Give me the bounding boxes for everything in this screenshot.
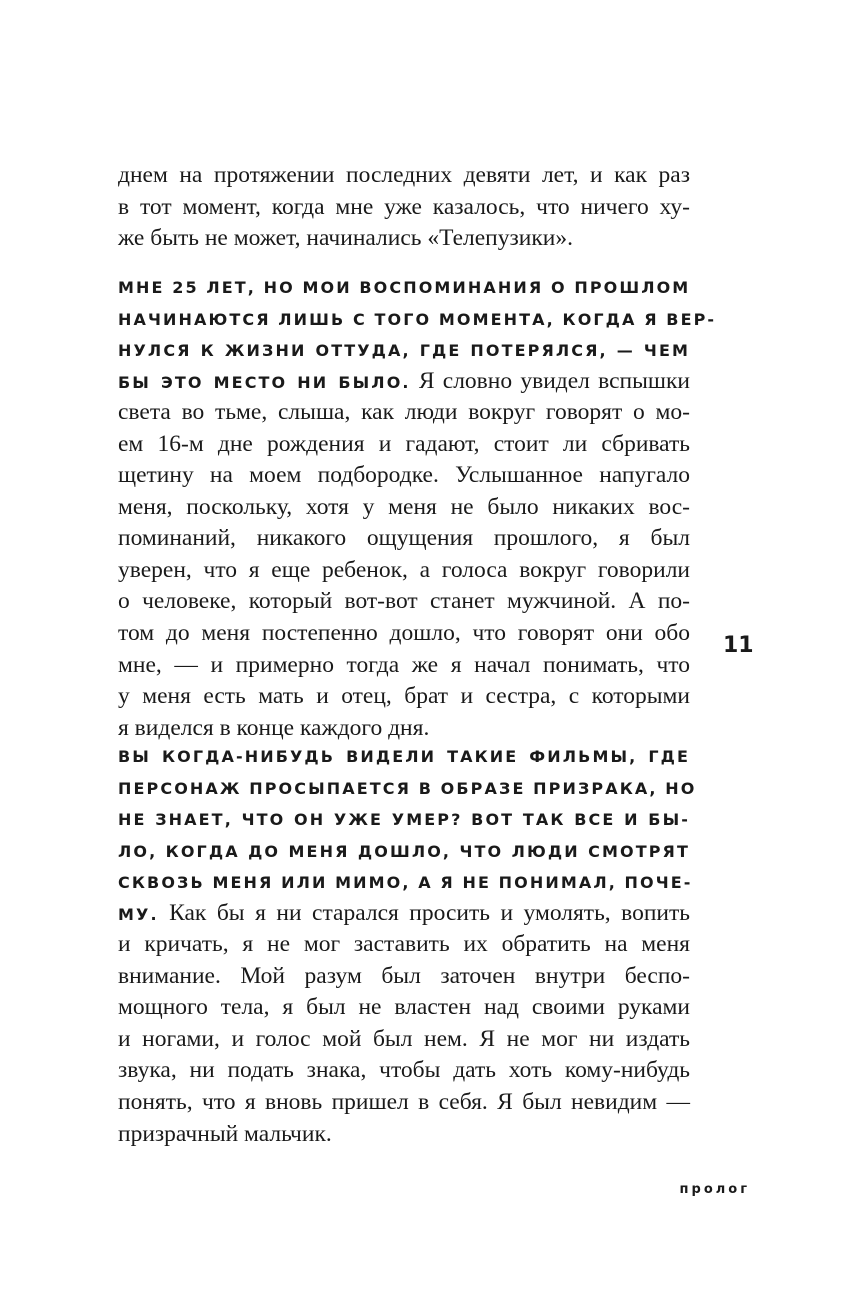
body-text: мощного тела, я был не властен над своими руками <box>118 994 690 1021</box>
lead-in-caps-text: НУЛСЯ К ЖИЗНИ ОТТУДА, ГДЕ ПОТЕРЯЛСЯ, — ЧЕМ <box>118 341 690 361</box>
text-line <box>118 898 690 930</box>
body-text: уверен, что я еще ребенок, а голоса вокруг говорили <box>118 556 690 583</box>
text-line <box>118 523 690 555</box>
text-line <box>118 866 693 898</box>
paragraph-2 <box>118 271 717 744</box>
body-text: понять, что я вновь пришел в себя. Я был невидим — <box>118 1089 690 1116</box>
body-text: том до меня постепенно дошло, что говорят они обо <box>118 620 690 647</box>
lead-in-caps-text: МНЕ 25 ЛЕТ, НО МОИ ВОСПОМИНАНИЯ О ПРОШЛОМ <box>118 278 691 297</box>
lead-in-caps-text: БЫ ЭТО МЕСТО НИ БЫЛО. <box>118 372 411 392</box>
body-text: у меня есть мать и отец, брат и сестра, с которыми <box>118 683 690 710</box>
text-line <box>118 803 690 835</box>
text-line <box>118 650 690 682</box>
body-text: днем на протяжении последних девяти лет, и как раз <box>118 162 690 188</box>
body-text: меня, поскольку, хотя у меня не было никаких вос- <box>118 493 690 520</box>
paragraph-3 <box>118 740 697 1150</box>
lead-in-caps-text: ПЕРСОНАЖ ПРОСЫПАЕТСЯ В ОБРАЗЕ ПРИЗРАКА, НО <box>118 778 697 798</box>
lead-in-caps-text: ЛО, КОГДА ДО МЕНЯ ДОШЛО, ЧТО ЛЮДИ СМОТРЯТ <box>118 841 690 861</box>
lead-in-caps-text: СКВОЗЬ МЕНЯ ИЛИ МИМО, А Я НЕ ПОНИМАЛ, ПОЧЕ- <box>118 873 693 893</box>
body-text: щетину на моем подбородке. Услышанное напугало <box>118 462 690 489</box>
text-line <box>118 1119 690 1151</box>
body-text: о человеке, который вот-вот станет мужчиной. А по- <box>118 588 690 615</box>
text-line <box>118 492 690 524</box>
body-text: Я словно увидел вспышки <box>410 367 690 394</box>
text-line <box>118 460 690 492</box>
body-text: и кричать, я не мог заставить их обратить на меня <box>118 931 690 958</box>
text-line <box>118 929 690 961</box>
text-line <box>118 772 697 804</box>
body-text: в тот момент, когда мне уже казалось, что ничего ху- <box>118 193 690 220</box>
body-text: внимание. Мой разум был заточен внутри беспо- <box>118 962 690 989</box>
running-footer: пролог <box>679 1182 750 1197</box>
text-line <box>118 303 717 335</box>
text-line <box>118 223 690 255</box>
text-line <box>118 618 690 650</box>
body-text: звука, ни подать знака, чтобы дать хоть кому-нибудь <box>118 1057 690 1084</box>
text-line <box>118 429 690 461</box>
text-line <box>118 1055 690 1087</box>
page-number: 11 <box>723 633 754 658</box>
lead-in-caps-text: МУ. <box>118 904 159 924</box>
body-text: и ногами, и голос мой был нем. Я не мог ни издать <box>118 1025 690 1052</box>
text-line <box>118 366 690 398</box>
text-line <box>118 740 690 772</box>
text-line <box>118 992 690 1024</box>
lead-in-caps-text: НАЧИНАЮТСЯ ЛИШЬ С ТОГО МОМЕНТА, КОГДА Я ВЕР- <box>118 309 717 329</box>
body-text: я виделся в конце каждого дня. <box>118 714 430 741</box>
text-line <box>118 1087 690 1119</box>
lead-in-caps-text: НЕ ЗНАЕТ, ЧТО ОН УЖЕ УМЕР? ВОТ ТАК ВСЕ И БЫ- <box>118 810 690 830</box>
text-line <box>118 271 690 303</box>
body-text: мне, — и примерно тогда же я начал понимать, что <box>118 651 690 678</box>
text-line <box>118 835 690 867</box>
body-text: Как бы я ни старался просить и умолять, вопить <box>158 899 690 926</box>
text-line <box>118 334 690 366</box>
body-text: поминаний, никакого ощущения прошлого, я был <box>118 525 690 552</box>
text-line <box>118 961 690 993</box>
text-line <box>118 586 690 618</box>
text-line <box>118 555 690 587</box>
paragraph-1 <box>118 160 690 255</box>
lead-in-caps-text: ВЫ КОГДА-НИБУДЬ ВИДЕЛИ ТАКИЕ ФИЛЬМЫ, ГДЕ <box>118 747 690 766</box>
body-text: ем 16-м дне рождения и гадают, стоит ли сбривать <box>118 430 690 457</box>
body-text: призрачный мальчик. <box>118 1120 332 1147</box>
text-line <box>118 1024 690 1056</box>
body-text: же быть не может, начинались «Телепузики». <box>118 225 573 252</box>
text-line <box>118 192 690 224</box>
text-line <box>118 397 690 429</box>
text-line <box>118 160 690 192</box>
text-line <box>118 681 690 713</box>
body-text: света во тьме, слыша, как люди вокруг говорят о мо- <box>118 399 690 426</box>
